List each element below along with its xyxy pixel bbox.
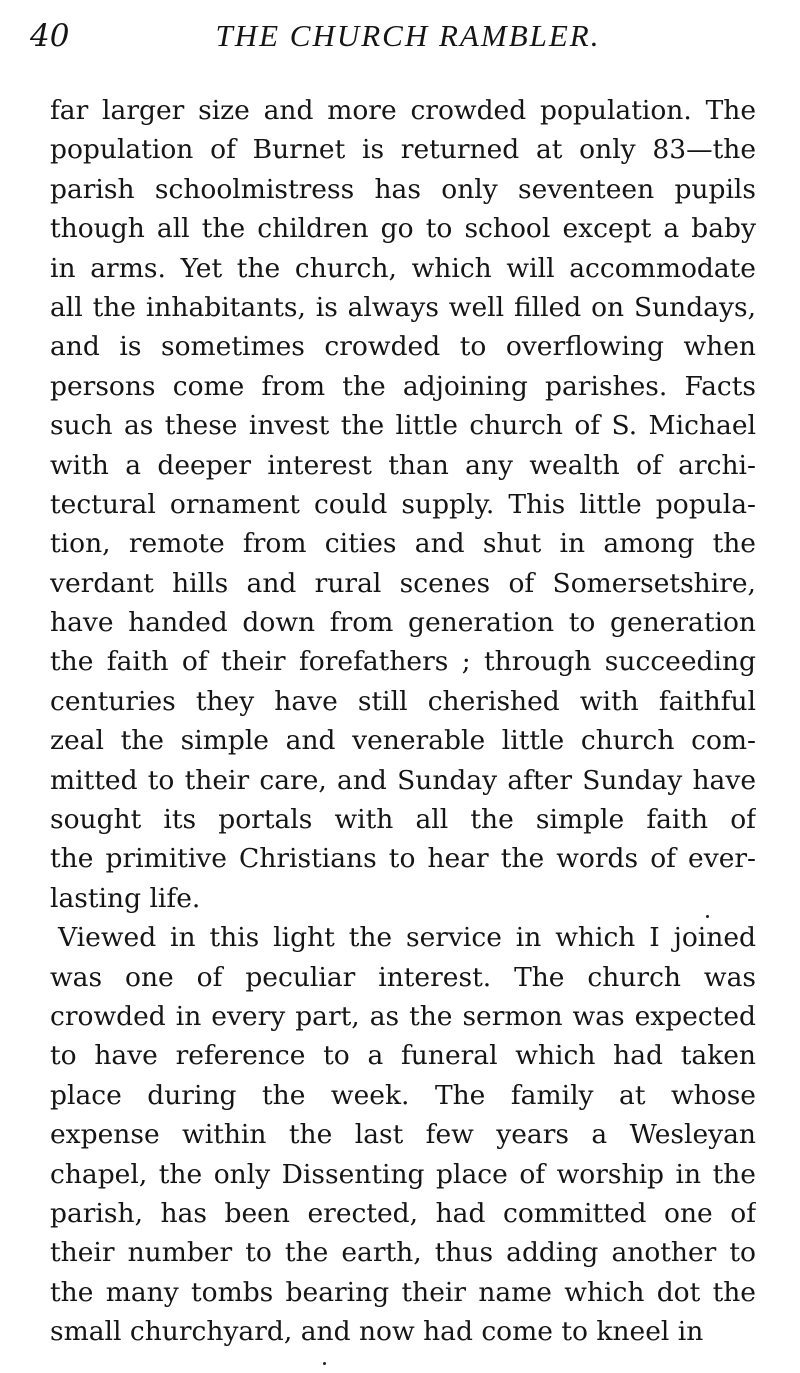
text-line: with a deeper interest than any wealth of archi- (50, 449, 756, 481)
body-text (50, 91, 756, 1352)
page-number: 40 (30, 18, 70, 54)
text-line: parish schoolmistress has only seventeen pupils (50, 173, 756, 205)
text-line: the many tombs bearing their name which dot the (50, 1276, 756, 1308)
text-line: Viewed in this light the service in which I joined (58, 922, 756, 954)
paragraph (50, 918, 756, 1351)
text-line: lasting life. (50, 882, 201, 914)
text-line: parish, has been erected, had committed one of (50, 1197, 756, 1229)
text-line: have handed down from generation to generation (50, 607, 756, 639)
text-line: far larger size and more crowded population. The (50, 95, 756, 126)
text-line: zeal the simple and venerable little church com- (50, 725, 756, 757)
text-line: tectural ornament could supply. This little popula- (50, 488, 756, 520)
text-line: was one of peculiar interest. The church was (50, 961, 756, 993)
text-line: the faith of their forefathers ; through succeeding (50, 646, 756, 678)
text-line: crowded in every part, as the sermon was expected (50, 1000, 756, 1032)
text-line: chapel, the only Dissenting place of worship in the (50, 1158, 756, 1190)
text-line: the primitive Christians to hear the words of ever- (50, 843, 756, 875)
running-title: THE CHURCH RAMBLER. (215, 18, 601, 53)
print-speck (706, 915, 709, 918)
text-line: place during the week. The family at whose (50, 1079, 756, 1111)
text-line: their number to the earth, thus adding another to (50, 1237, 756, 1269)
text-line: small churchyard, and now had come to kneel in (50, 1316, 704, 1348)
text-line: though all the children go to school except a baby (50, 213, 756, 245)
paragraph (50, 91, 756, 918)
print-speck (323, 1362, 326, 1365)
text-line: and is sometimes crowded to overflowing when (50, 331, 756, 363)
text-line: centuries they have still cherished with faithful (50, 685, 756, 717)
text-line: persons come from the adjoining parishes. Facts (50, 370, 756, 402)
text-line: sought its portals with all the simple faith of (50, 804, 756, 836)
running-head (0, 14, 800, 58)
text-line: verdant hills and rural scenes of Somersetshire, (50, 567, 756, 599)
text-line: population of Burnet is returned at only 83—the (50, 134, 756, 166)
text-line: mitted to their care, and Sunday after Sunday have (50, 764, 756, 796)
text-line: such as these invest the little church of S. Michael (50, 410, 756, 442)
text-line: in arms. Yet the church, which will accommodate (50, 252, 756, 284)
text-line: to have reference to a funeral which had taken (50, 1040, 756, 1072)
text-line: all the inhabitants, is always well filled on Sundays, (50, 291, 756, 323)
text-line: tion, remote from cities and shut in among the (50, 528, 756, 560)
text-line: expense within the last few years a Wesleyan (50, 1119, 756, 1151)
